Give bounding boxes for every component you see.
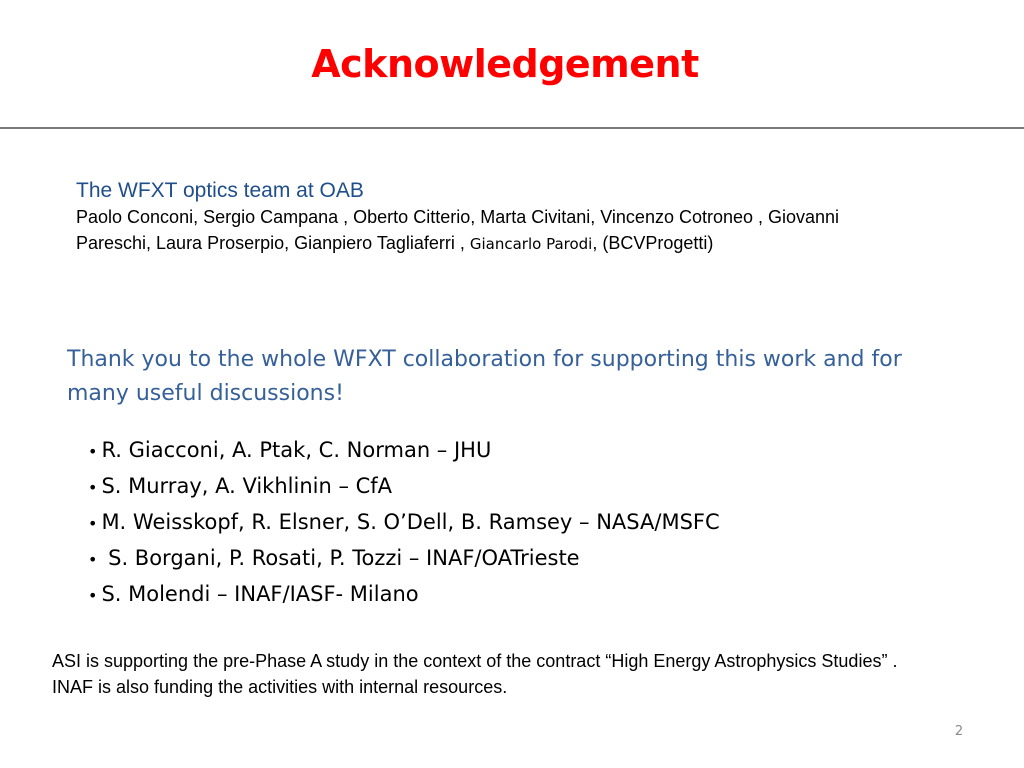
bullet-icon: • (88, 586, 98, 605)
list-item (88, 433, 948, 469)
collaborator-list (88, 433, 948, 613)
bullet-icon: • (88, 478, 98, 497)
collaborator-text: M. Weisskopf, R. Elsner, S. O’Dell, B. Ramsey – NASA/MSFC (101, 510, 720, 534)
thanks-text: Thank you to the whole WFXT collaboration for supporting this work and for many useful discussions! (67, 347, 902, 406)
page-number: 2 (954, 724, 964, 739)
collaborator-text: S. Murray, A. Vikhlinin – CfA (101, 474, 393, 498)
collaborator-text: R. Giacconi, A. Ptak, C. Norman – JHU (101, 438, 492, 462)
team-members-main: Paolo Conconi, Sergio Campana , Oberto Citterio, Marta Civitani, Vincenzo Cotroneo , Giovanni Pareschi, Laura Proserpio, Gianpiero Tagliaferri , (76, 207, 840, 253)
slide-title: Acknowledgement (311, 42, 699, 86)
list-item (88, 577, 948, 613)
team-members-tail: , (BCVProgetti) (592, 233, 714, 253)
team-members-small: Giancarlo Parodi (469, 235, 593, 253)
collaborator-text: S. Molendi – INAF/IASF- Milano (101, 582, 419, 606)
list-item (88, 505, 948, 541)
team-members (76, 204, 916, 257)
title-divider (0, 127, 1024, 129)
team-heading: The WFXT optics team at OAB (76, 179, 364, 202)
bullet-icon: • (88, 550, 98, 569)
collaborator-text: S. Borgani, P. Rosati, P. Tozzi – INAF/OATrieste (101, 546, 580, 570)
funding-note: ASI is supporting the pre-Phase A study in the context of the contract “High Energy Astrophysics Studies” . INAF is also funding the activities with internal resources. (52, 651, 898, 697)
list-item (88, 541, 948, 577)
list-item (88, 469, 948, 505)
bullet-icon: • (88, 442, 98, 461)
bullet-icon: • (88, 514, 98, 533)
team-section (76, 178, 916, 257)
